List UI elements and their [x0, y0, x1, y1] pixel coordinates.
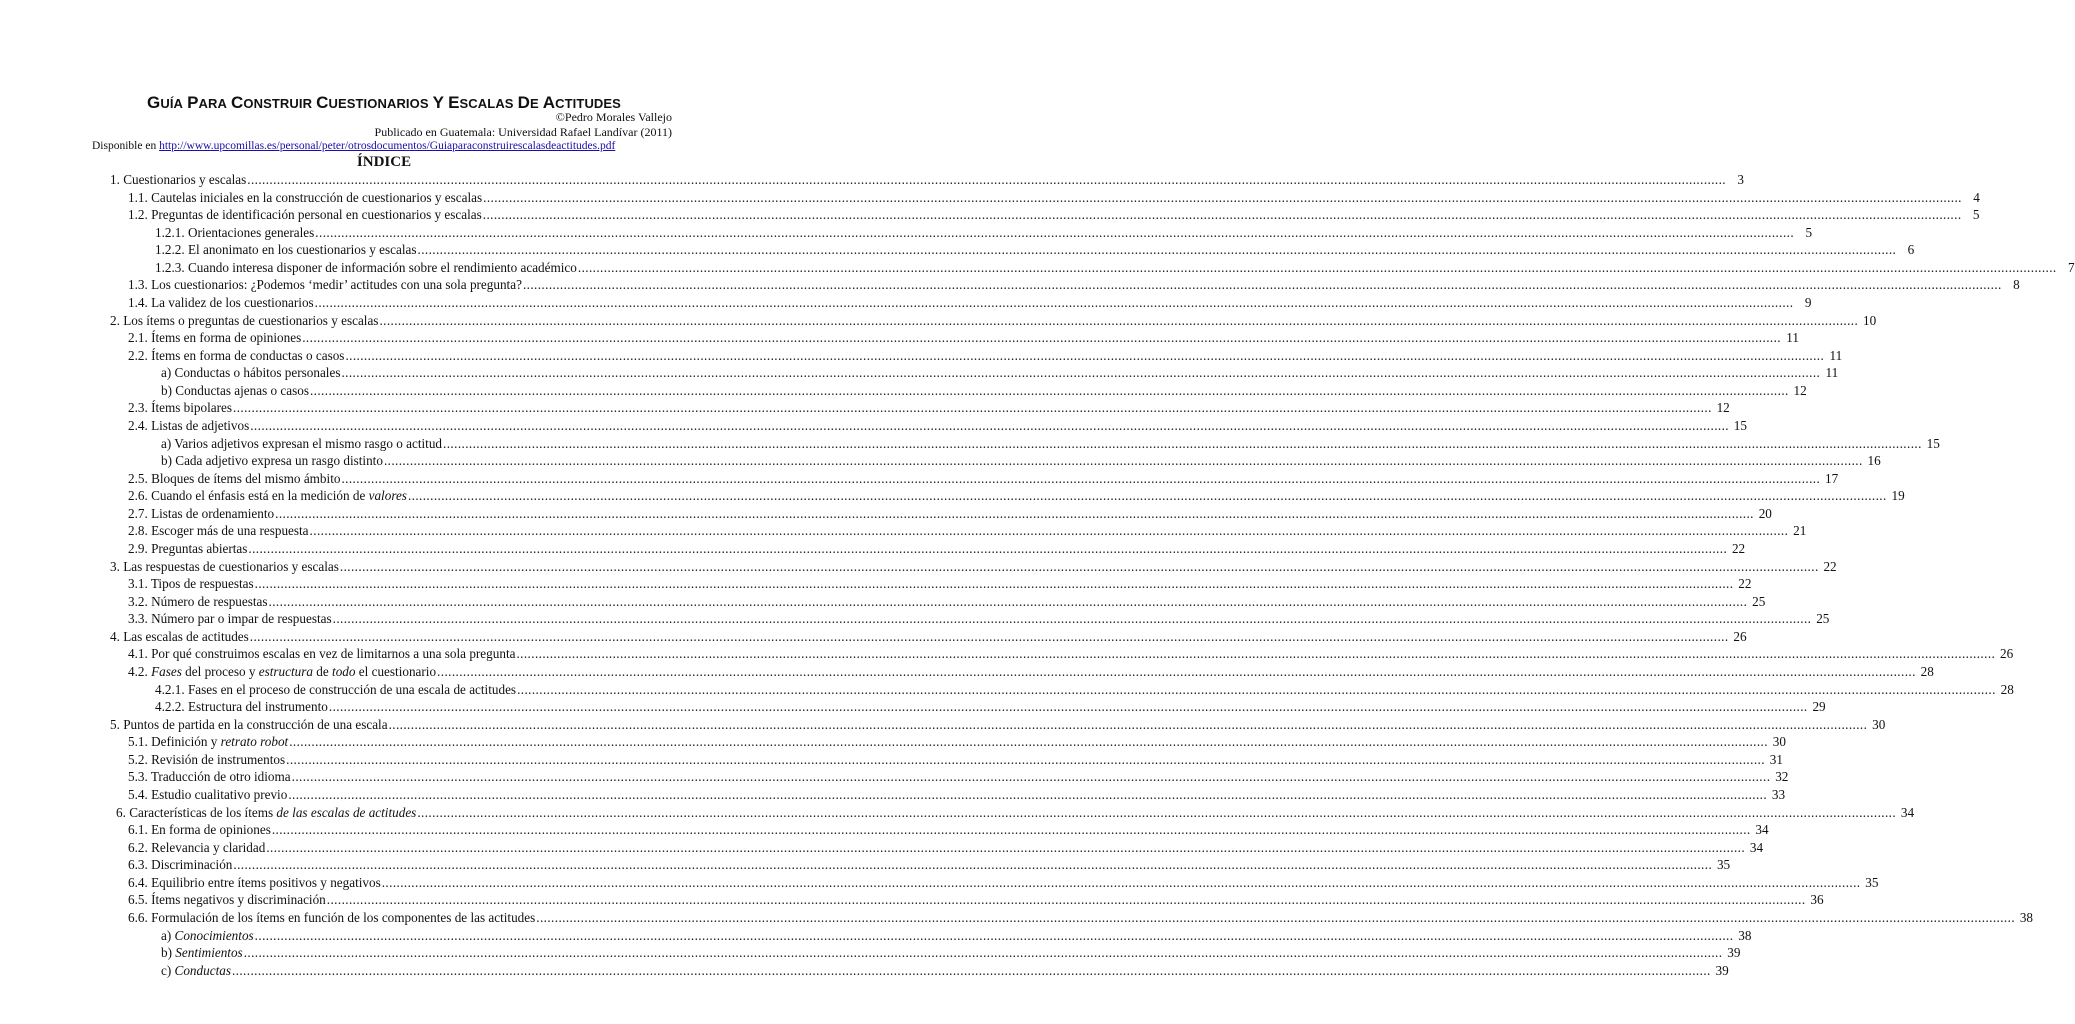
toc-entry-label: 5.3. Traducción de otro idioma — [128, 769, 291, 785]
toc-entry-label: 4.1. Por qué construimos escalas en vez de limitarnos a una sola pregunta — [128, 646, 516, 662]
dot-leader: ................................................................................................................................................................................................................................................................................................................................................................................................................ — [417, 242, 1897, 258]
toc-entry[interactable] — [128, 751, 1783, 770]
toc-entry-label: 4.2.1. Fases en el proceso de construcción de una escala de actitudes — [155, 681, 517, 697]
toc-entry-page: 12 — [1793, 382, 1807, 398]
dot-leader: ................................................................................................................................................................................................................................................................................................................................................................................................................ — [247, 172, 1726, 187]
toc-entry[interactable] — [110, 628, 1747, 647]
toc-entry-page: 16 — [1867, 453, 1881, 469]
document-title: GUÍA PARA CONSTRUIR CUESTIONARIOS Y ESCALAS DE ACTITUDES — [147, 93, 621, 112]
toc-entry-label: 6.4. Equilibrio entre ítems positivos y negativos — [128, 874, 381, 890]
toc-entry[interactable] — [128, 576, 1752, 594]
dot-leader: ................................................................................................................................................................................................................................................................................................................................................................................................................ — [341, 470, 1821, 486]
dot-leader: ................................................................................................................................................................................................................................................................................................................................................................................................................ — [254, 927, 1734, 943]
toc-entry-label: 6.2. Relevancia y claridad — [128, 839, 266, 855]
toc-entry-label: 2.1. Ítems en forma de opiniones — [128, 330, 302, 346]
toc-entry-page: 17 — [1825, 470, 1839, 486]
author-line: ©Pedro Morales Vallejo — [555, 110, 672, 124]
dot-leader: ................................................................................................................................................................................................................................................................................................................................................................................................................ — [379, 312, 1859, 328]
dot-leader: ................................................................................................................................................................................................................................................................................................................................................................................................................ — [233, 400, 1712, 416]
toc-entry[interactable] — [128, 909, 2034, 928]
toc-entry[interactable] — [128, 294, 1812, 313]
dot-leader: ................................................................................................................................................................................................................................................................................................................................................................................................................ — [286, 751, 1765, 767]
toc-entry-page: 35 — [1865, 874, 1879, 890]
dot-leader: ................................................................................................................................................................................................................................................................................................................................................................................................................ — [328, 699, 1808, 715]
toc-entry[interactable] — [161, 365, 1839, 383]
toc-entry[interactable] — [128, 663, 1934, 682]
toc-entry-label: 3.1. Tipos de respuestas — [128, 576, 254, 592]
dot-leader: ................................................................................................................................................................................................................................................................................................................................................................................................................ — [250, 417, 1729, 433]
toc-entry[interactable] — [128, 189, 1980, 208]
dot-leader: ................................................................................................................................................................................................................................................................................................................................................................................................................ — [289, 734, 1768, 750]
toc-entry-page: 39 — [1715, 962, 1729, 978]
toc-entry-page: 4 — [1973, 189, 1980, 205]
toc-entry[interactable] — [128, 822, 1769, 840]
toc-entry-label: 2.9. Preguntas abiertas — [128, 540, 248, 556]
dot-leader: ................................................................................................................................................................................................................................................................................................................................................................................................................ — [266, 839, 1746, 855]
toc-entry-label: 3.2. Número de respuestas — [128, 593, 268, 609]
toc-entry[interactable] — [116, 804, 1915, 823]
dot-leader: ................................................................................................................................................................................................................................................................................................................................................................................................................ — [243, 945, 1723, 961]
toc-entry-page: 6 — [1907, 242, 1915, 258]
toc-entry[interactable] — [161, 453, 1881, 471]
toc-entry-page: 28 — [1920, 663, 1934, 679]
toc-entry-label: 2.7. Listas de ordenamiento — [128, 505, 275, 521]
toc-entry-label: 2.5. Bloques de ítems del mismo ámbito — [128, 470, 341, 486]
toc-entry-page: 11 — [1825, 365, 1839, 381]
dot-leader: ................................................................................................................................................................................................................................................................................................................................................................................................................ — [268, 593, 1748, 609]
toc-entry-page: 34 — [1755, 822, 1769, 838]
toc-entry-label: 1.3. Los cuestionarios: ¿Podemos ‘medir’ actitudes con una sola pregunta? — [128, 277, 522, 293]
toc-entry-label: 5.2. Revisión de instrumentos — [128, 751, 286, 767]
dot-leader: ................................................................................................................................................................................................................................................................................................................................................................................................................ — [522, 277, 2002, 293]
toc-entry[interactable] — [161, 962, 1729, 981]
toc-entry[interactable] — [128, 540, 1746, 559]
dot-leader: ................................................................................................................................................................................................................................................................................................................................................................................................................ — [249, 628, 1729, 644]
toc-entry[interactable] — [128, 277, 2020, 295]
toc-entry[interactable] — [155, 259, 2075, 278]
toc-entry-page: 38 — [2019, 909, 2034, 925]
toc-entry[interactable] — [128, 330, 1799, 348]
toc-entry-page: 34 — [1749, 839, 1764, 855]
toc-entry-label: 1.1. Cautelas iniciales en la construcción de cuestionarios y escalas — [128, 189, 483, 205]
toc-entry-label: 2.3. Ítems bipolares — [128, 400, 233, 416]
toc-entry[interactable] — [128, 400, 1730, 418]
dot-leader: ................................................................................................................................................................................................................................................................................................................................................................................................................ — [302, 330, 1781, 346]
dot-leader: ................................................................................................................................................................................................................................................................................................................................................................................................................ — [388, 716, 1868, 732]
toc-entry-page: 8 — [2013, 277, 2020, 293]
toc-entry-label: 2.2. Ítems en forma de conductas o casos — [128, 347, 345, 363]
toc-entry-label: 6.6. Formulación de los ítems en función de los componentes de las actitudes — [128, 909, 536, 925]
toc-entry-page: 36 — [1810, 892, 1824, 908]
toc-entry-page: 31 — [1769, 751, 1783, 767]
toc-entry[interactable] — [128, 593, 1766, 612]
dot-leader: ................................................................................................................................................................................................................................................................................................................................................................................................................ — [271, 822, 1751, 838]
toc-entry-page: 19 — [1891, 488, 1905, 504]
toc-entry-label: 2. Los ítems o preguntas de cuestionarios y escalas — [110, 312, 379, 328]
toc-entry[interactable] — [155, 699, 1826, 717]
toc-entry-page: 39 — [1727, 945, 1741, 961]
dot-leader: ................................................................................................................................................................................................................................................................................................................................................................................................................ — [309, 523, 1789, 539]
toc-entry[interactable] — [128, 207, 1980, 225]
toc-entry-label: 1.2.1. Orientaciones generales — [155, 224, 315, 240]
toc-entry-page: 25 — [1816, 611, 1830, 627]
toc-entry-page: 32 — [1775, 769, 1789, 785]
toc-entry[interactable] — [161, 382, 1807, 401]
document-url-link[interactable]: http://www.upcomillas.es/personal/peter/otrosdocumentos/Guiaparaconstruirescalasdeactitudes.pdf — [159, 140, 616, 152]
toc-entry-label: 5.1. Definición y retrato robot — [128, 734, 289, 750]
toc-entry-label: a) Conductas o hábitos personales — [161, 365, 341, 381]
toc-entry[interactable] — [128, 488, 1905, 506]
toc-entry[interactable] — [128, 857, 1731, 875]
toc-entry-label: 6. Características de los ítems de las escalas de actitudes — [116, 804, 417, 820]
dot-leader: ................................................................................................................................................................................................................................................................................................................................................................................................................ — [483, 189, 1962, 205]
toc-entry[interactable] — [110, 558, 1837, 577]
toc-entry[interactable] — [128, 734, 1786, 752]
toc-entry-page: 33 — [1771, 786, 1786, 802]
toc-entry[interactable] — [128, 874, 1879, 893]
availability-label: Disponible en — [92, 140, 157, 152]
dot-leader: ................................................................................................................................................................................................................................................................................................................................................................................................................ — [443, 435, 1922, 451]
toc-entry-page: 35 — [1716, 857, 1731, 873]
toc-entry-page: 10 — [1863, 312, 1877, 328]
dot-leader: ................................................................................................................................................................................................................................................................................................................................................................................................................ — [231, 962, 1711, 978]
toc-entry-page: 3 — [1737, 172, 1744, 187]
toc-entry-label: a) Varios adjetivos expresan el mismo rasgo o actitud — [161, 435, 443, 451]
toc-entry-page: 11 — [1786, 330, 1799, 346]
toc-entry-label: 3. Las respuestas de cuestionarios y escalas — [110, 558, 339, 574]
dot-leader: ................................................................................................................................................................................................................................................................................................................................................................................................................ — [482, 207, 1962, 223]
toc-heading: ÍNDICE — [356, 154, 412, 170]
toc-entry-label: 1.2.3. Cuando interesa disponer de información sobre el rendimiento académico — [155, 259, 577, 275]
dot-leader: ................................................................................................................................................................................................................................................................................................................................................................................................................ — [536, 909, 2016, 925]
toc-entry-label: 3.3. Número par o impar de respuestas — [128, 611, 332, 627]
toc-entry[interactable] — [161, 945, 1741, 963]
toc-entry-page: 26 — [2000, 646, 2014, 662]
toc-entry-page: 30 — [1772, 734, 1786, 750]
availability-line — [92, 140, 615, 152]
toc-entry-page: 21 — [1793, 523, 1807, 539]
toc-entry-page: 5 — [1805, 224, 1813, 240]
dot-leader: ................................................................................................................................................................................................................................................................................................................................................................................................................ — [407, 488, 1887, 504]
toc-entry-label: b) Conductas ajenas o casos — [161, 382, 309, 398]
dot-leader: ................................................................................................................................................................................................................................................................................................................................................................................................................ — [341, 365, 1821, 381]
toc-entry[interactable] — [128, 611, 1830, 629]
toc-entry-label: b) Cada adjetivo expresa un rasgo distinto — [161, 453, 383, 469]
toc-entry-page: 12 — [1716, 400, 1730, 416]
toc-entry-page: 26 — [1733, 628, 1747, 644]
toc-entry-label: 6.1. En forma de opiniones — [128, 822, 271, 838]
toc-entry[interactable] — [110, 716, 1886, 735]
toc-entry-label: 5.4. Estudio cualitativo previo — [128, 786, 288, 802]
dot-leader: ................................................................................................................................................................................................................................................................................................................................................................................................................ — [417, 804, 1897, 820]
toc-entry[interactable] — [128, 505, 1772, 524]
toc-entry-label: c) Conductas — [161, 962, 231, 978]
toc-entry[interactable] — [128, 769, 1789, 787]
toc-entry-label: 1.2. Preguntas de identificación personal en cuestionarios y escalas — [128, 207, 482, 223]
dot-leader: ................................................................................................................................................................................................................................................................................................................................................................................................................ — [314, 294, 1794, 310]
toc-entry-label: 4. Las escalas de actitudes — [110, 628, 249, 644]
toc-entry-label: a) Conocimientos — [161, 927, 254, 943]
dot-leader: ................................................................................................................................................................................................................................................................................................................................................................................................................ — [326, 892, 1806, 908]
dot-leader: ................................................................................................................................................................................................................................................................................................................................................................................................................ — [288, 786, 1768, 802]
toc-entry-page: 29 — [1812, 699, 1826, 715]
toc-entry-page: 22 — [1731, 540, 1746, 556]
toc-entry[interactable] — [161, 927, 1752, 946]
dot-leader: ................................................................................................................................................................................................................................................................................................................................................................................................................ — [383, 453, 1863, 469]
toc-entry-page: 22 — [1738, 576, 1752, 592]
dot-leader: ................................................................................................................................................................................................................................................................................................................................................................................................................ — [345, 347, 1825, 363]
dot-leader: ................................................................................................................................................................................................................................................................................................................................................................................................................ — [339, 558, 1819, 574]
publication-line: Publicado en Guatemala: Universidad Rafael Landívar (2011) — [374, 125, 672, 139]
toc-entry[interactable] — [128, 523, 1807, 541]
toc-entry-page: 38 — [1738, 927, 1752, 943]
toc-entry-page: 15 — [1926, 435, 1940, 451]
toc-entry-label: 2.4. Listas de adjetivos — [128, 417, 250, 433]
toc-entry-label: 2.8. Escoger más de una respuesta — [128, 523, 309, 539]
toc-entry-page: 9 — [1804, 294, 1812, 310]
toc-entry-label: 1.4. La validez de los cuestionarios — [128, 294, 314, 310]
toc-entry-label: 1.2.2. El anonimato en los cuestionarios y escalas — [155, 242, 417, 258]
toc-entry[interactable] — [161, 435, 1940, 454]
dot-leader: ................................................................................................................................................................................................................................................................................................................................................................................................................ — [254, 576, 1734, 592]
toc-entry[interactable] — [110, 312, 1877, 331]
dot-leader: ................................................................................................................................................................................................................................................................................................................................................................................................................ — [332, 611, 1812, 627]
toc-entry-page: 34 — [1900, 804, 1915, 820]
toc-entry-page: 25 — [1752, 593, 1766, 609]
toc-entry[interactable] — [128, 646, 2014, 664]
toc-entry-page: 15 — [1733, 417, 1747, 433]
toc-entry-page: 22 — [1823, 558, 1837, 574]
dot-leader: ................................................................................................................................................................................................................................................................................................................................................................................................................ — [437, 663, 1916, 679]
toc-entry[interactable] — [155, 681, 2014, 700]
toc-entry-label: 4.2.2. Estructura del instrumento — [155, 699, 328, 715]
toc-entry[interactable] — [155, 242, 1915, 260]
dot-leader: ................................................................................................................................................................................................................................................................................................................................................................................................................ — [291, 769, 1771, 785]
dot-leader: ................................................................................................................................................................................................................................................................................................................................................................................................................ — [309, 382, 1789, 398]
toc-entry[interactable] — [155, 224, 1813, 243]
toc-entry-label: 1. Cuestionarios y escalas — [110, 172, 247, 187]
toc-entry-page: 20 — [1758, 505, 1772, 521]
toc-entry-label: b) Sentimientos — [161, 945, 243, 961]
dot-leader: ................................................................................................................................................................................................................................................................................................................................................................................................................ — [577, 259, 2057, 275]
toc-entry-page: 11 — [1829, 347, 1843, 363]
toc-entry-page: 30 — [1872, 716, 1886, 732]
toc-entry[interactable] — [128, 417, 1747, 436]
toc-entry[interactable] — [110, 172, 1744, 190]
dot-leader: ................................................................................................................................................................................................................................................................................................................................................................................................................ — [275, 505, 1754, 521]
toc-entry[interactable] — [128, 839, 1764, 858]
toc-entry[interactable] — [128, 892, 1824, 910]
toc-entry-label: 5. Puntos de partida en la construcción de una escala — [110, 716, 388, 732]
dot-leader: ................................................................................................................................................................................................................................................................................................................................................................................................................ — [315, 224, 1795, 240]
toc-entry-label: 6.3. Discriminación — [128, 857, 233, 873]
toc-entry-page: 28 — [2000, 681, 2014, 697]
toc-entry-label: 4.2. Fases del proceso y estructura de todo el cuestionario — [128, 663, 437, 679]
toc-entry-page: 5 — [1972, 207, 1980, 223]
toc-entry-page: 7 — [2068, 259, 2075, 275]
toc-entry-label: 6.5. Ítems negativos y discriminación — [128, 892, 326, 908]
toc-entry[interactable] — [128, 347, 1843, 366]
toc-entry[interactable] — [128, 786, 1786, 805]
toc-entry-label: 2.6. Cuando el énfasis está en la medición de valores — [128, 488, 407, 504]
dot-leader: ................................................................................................................................................................................................................................................................................................................................................................................................................ — [381, 874, 1861, 890]
toc-entry[interactable] — [128, 470, 1839, 489]
dot-leader: ................................................................................................................................................................................................................................................................................................................................................................................................................ — [233, 857, 1713, 873]
dot-leader: ................................................................................................................................................................................................................................................................................................................................................................................................................ — [517, 681, 1996, 697]
dot-leader: ................................................................................................................................................................................................................................................................................................................................................................................................................ — [516, 646, 1996, 662]
dot-leader: ................................................................................................................................................................................................................................................................................................................................................................................................................ — [248, 540, 1728, 556]
